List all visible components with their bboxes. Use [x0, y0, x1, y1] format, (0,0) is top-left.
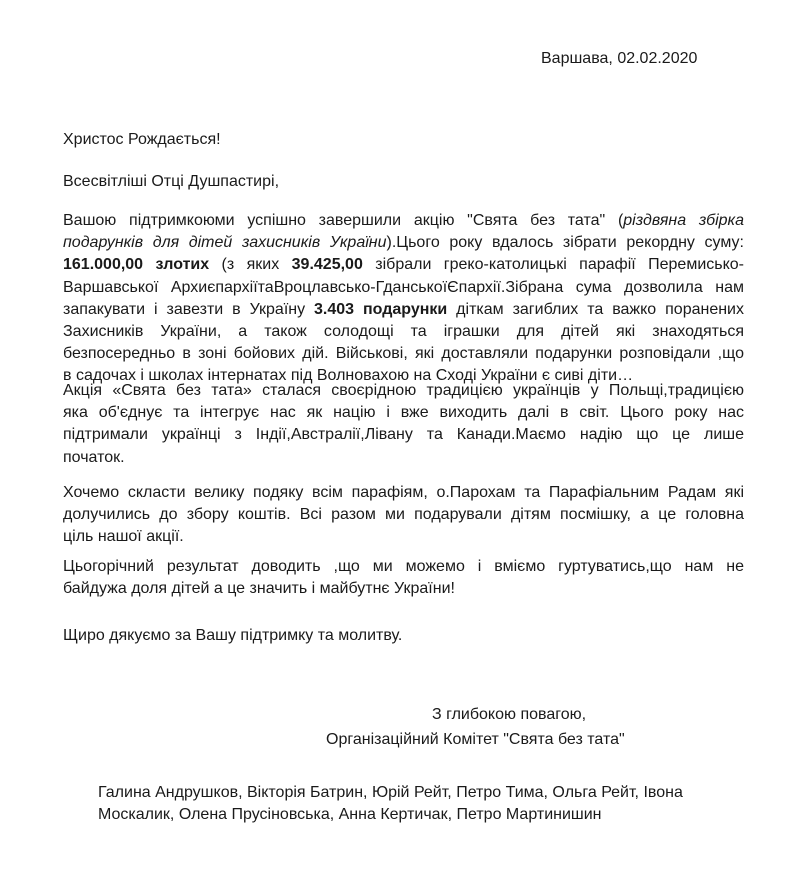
signatories-line-1: Галина Андрушков, Вікторія Батрин, Юрій Рейт, Петро Тима, Ольга Рейт, Івона: [98, 784, 683, 801]
p1-line-6: Захисників України, а також солодощі та іграшки для дітей які знаходяться: [63, 322, 744, 340]
gift-count: 3.403 подарунки: [314, 300, 448, 318]
p2-line-2: яка об'єднує та інтегрує нас як націю і вже виходить далі в світ. Цього року нас: [63, 404, 744, 422]
place-date: Варшава, 02.02.2020: [541, 50, 698, 67]
salutation: Всесвітліші Отці Душпастирі,: [63, 173, 280, 190]
closing-regards: З глибокою повагою,: [432, 706, 587, 723]
p1-line-7: безпосередньо в зоні бойових дій. Військові, які доставляли подарунки розповідали ,що: [63, 345, 744, 363]
p1-line-3: 161.000,00 злотих (з яких 39.425,00 зібрали греко-католицькі парафії Перемисько-: [63, 256, 744, 274]
p2-line-1: Акція «Свята без тата» сталася своєрідною традицією українців у Польщі,традицією: [63, 382, 744, 399]
p1-line-8: в садочах і школах інтернатах під Волновахою на Сході України є сиві діти…: [63, 367, 634, 385]
p4-line-2: байдужа доля дітей а це значить і майбутнє України!: [63, 580, 455, 598]
p3-line-2: долучились до збору коштів. Всі разом ми подарували дітям посмішку, а це головна: [63, 506, 744, 524]
closing-committee: Організаційний Комітет "Свята без тата": [326, 731, 625, 748]
paragraph-tradition: [63, 380, 744, 469]
greeting: Христос Рождається!: [63, 131, 221, 148]
p3-line-3: ціль нашої акції.: [63, 528, 184, 546]
parish-amount: 39.425,00: [291, 256, 363, 274]
paragraph-campaign-results: [63, 210, 744, 388]
paragraph-result: [63, 556, 744, 600]
campaign-description-italic: різдвяна збірка: [623, 212, 744, 229]
p1-line-5: запакувати і завезти в Україну 3.403 подарунки діткам загиблих та важко поранених: [63, 300, 744, 318]
thanks-line: Щиро дякуємо за Вашу підтримку та молитву.: [63, 627, 403, 644]
p1-line-4: Варшавської АрхиєпархіїтаВроцлавсько-ГданськоїЄпархії.Зібрана сума дозволила нам: [63, 278, 744, 296]
paragraph-gratitude: [63, 482, 744, 549]
p1-line-1: Вашою підтримкоюми успішно завершили акцію "Свята без тата" (різдвяна збірка: [63, 212, 744, 229]
p2-line-4: початок.: [63, 448, 125, 466]
p4-line-1: Цьогорічний результат доводить ,що ми можемо і вміємо гуртуватись,що нам не: [63, 558, 744, 575]
total-amount: 161.000,00 злотих: [63, 256, 210, 274]
signatories-line-2: Москалик, Олена Прусіновська, Анна Кертичак, Петро Мартинишин: [98, 806, 602, 823]
p1-line-2: подарунків для дітей захисників України).Цього року вдалось зібрати рекордну суму:: [63, 234, 745, 252]
campaign-description-italic-cont: подарунків для дітей захисників України: [63, 234, 387, 252]
p2-line-3: підтримали українці з Індії,Австралії,Лівану та Канади.Маємо надію що це лише: [63, 426, 744, 444]
p3-line-1: Хочемо скласти велику подяку всім парафіям, о.Парохам та Парафіальним Радам які: [63, 484, 744, 501]
